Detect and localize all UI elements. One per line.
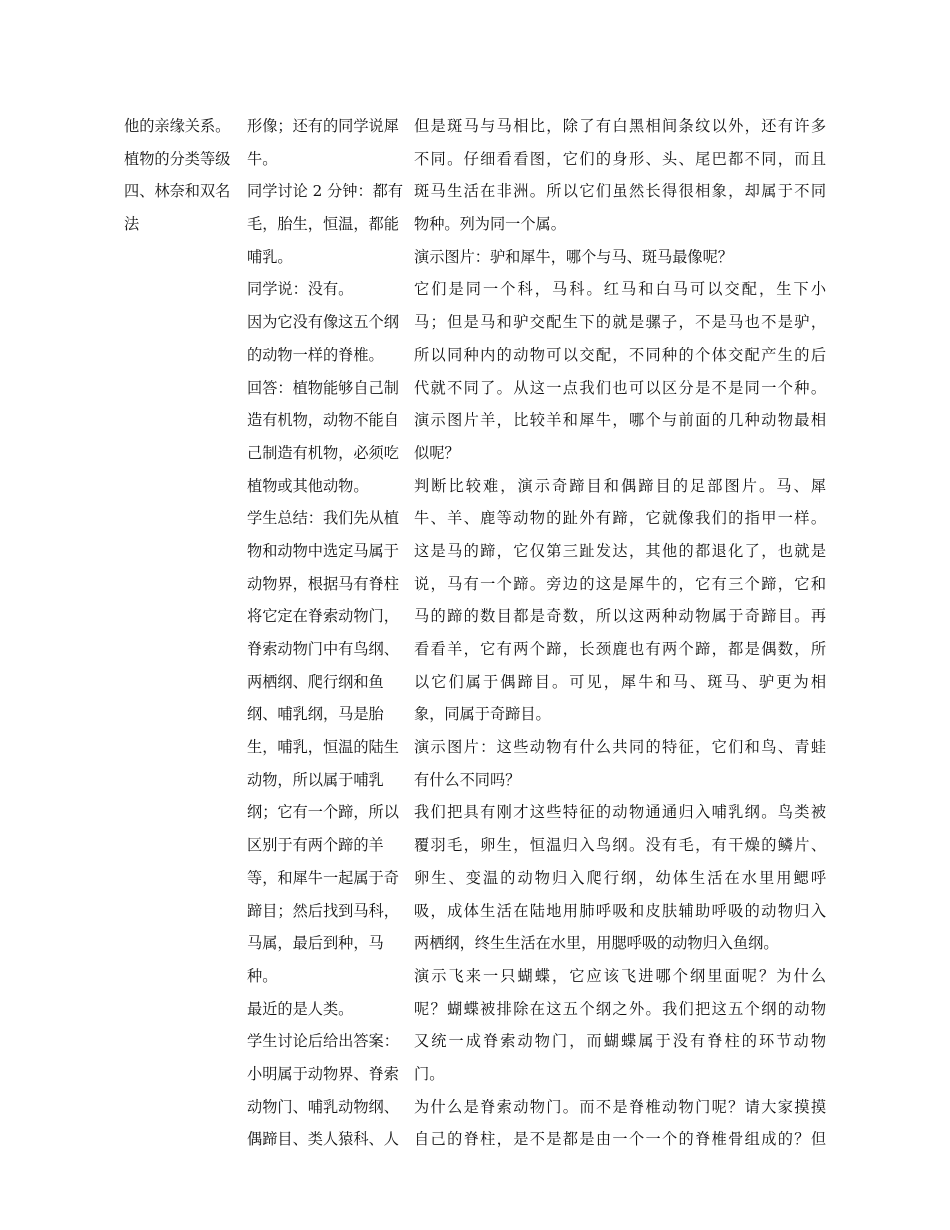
right-line: 牛、羊、鹿等动物的趾外有蹄，它就像我们的指甲一样。 xyxy=(414,509,826,528)
right-line: 象，同属于奇蹄目。 xyxy=(414,705,551,724)
right-line: 演示飞来一只蝴蝶，它应该飞进哪个纲里面呢？为什么 xyxy=(414,966,826,985)
middle-line: 脊索动物门中有鸟纲、 xyxy=(247,640,399,658)
middle-line: 动物门、哺乳动物纲、 xyxy=(247,1097,399,1116)
middle-line: 同学说：没有。 xyxy=(247,280,354,299)
middle-line: 的动物一样的脊椎。 xyxy=(247,345,384,364)
right-line: 判断比较难，演示奇蹄目和偶蹄目的足部图片。马、犀 xyxy=(414,476,826,495)
middle-line: 植物或其他动物。 xyxy=(247,476,369,495)
right-line: 演示图片：驴和犀牛，哪个与马、斑马最像呢？ xyxy=(414,247,733,266)
right-line: 自己的脊柱，是不是都是由一个一个的脊椎骨组成的？但 xyxy=(414,1130,826,1149)
right-line: 斑马生活在非洲。所以它们虽然长得很相象，却属于不同 xyxy=(414,182,826,201)
right-line: 演示图片：这些动物有什么共同的特征，它们和鸟、青蛙 xyxy=(414,738,826,757)
right-line: 说，马有一个蹄。旁边的这是犀牛的，它有三个蹄，它和 xyxy=(414,574,826,593)
right-line: 吸，成体生活在陆地用肺呼吸和皮肤辅助呼吸的动物归入 xyxy=(414,901,826,920)
middle-line: 学生讨论后给出答案： xyxy=(247,1032,399,1051)
middle-line: 造有机物，动物不能自 xyxy=(247,411,399,430)
right-line: 但是斑马与马相比，除了有白黑相间条纹以外，还有许多 xyxy=(414,117,826,135)
right-line: 我们把具有刚才这些特征的动物通通归入哺乳纲。鸟类被 xyxy=(414,803,826,822)
right-line: 这是马的蹄，它仅第三趾发达，其他的都退化了，也就是 xyxy=(414,541,826,560)
right-line: 代就不同了。从这一点我们也可以区分是不是同一个种。 xyxy=(414,378,826,397)
middle-line: 纲；它有一个蹄，所以 xyxy=(247,803,399,822)
middle-line: 己制造有机物，必须吃 xyxy=(247,443,399,462)
right-line: 物种。列为同一个属。 xyxy=(414,215,566,234)
right-line: 卵生、变温的动物归入爬行纲，幼体生活在水里用鳃呼 xyxy=(414,868,826,887)
middle-line: 物和动物中选定马属于 xyxy=(247,541,399,560)
right-line: 以它们属于偶蹄目。可见，犀牛和马、斑马、驴更为相 xyxy=(414,672,826,691)
right-line: 又统一成脊索动物门，而蝴蝶属于没有脊柱的环节动物 xyxy=(414,1032,826,1051)
right-line: 覆羽毛，卵生，恒温归入鸟纲。没有毛，有干燥的鳞片、 xyxy=(414,836,826,855)
middle-line: 将它定在脊索动物门， xyxy=(247,607,399,626)
middle-line: 蹄目；然后找到马科， xyxy=(247,901,399,920)
right-line: 两栖纲，终生生活在水里，用腮呼吸的动物归入鱼纲。 xyxy=(414,934,779,953)
middle-line: 区别于有两个蹄的羊 xyxy=(247,836,384,855)
left-line: 四、林奈和双名 xyxy=(124,182,231,201)
middle-line: 动物，所以属于哺乳 xyxy=(247,770,384,789)
middle-line: 回答：植物能够自己制 xyxy=(247,378,399,397)
right-column xyxy=(414,110,826,1156)
right-line: 演示图片羊，比较羊和犀牛，哪个与前面的几种动物最相 xyxy=(414,411,826,430)
middle-line: 小明属于动物界、脊索 xyxy=(247,1064,399,1083)
middle-line: 偶蹄目、类人猿科、人 xyxy=(247,1130,399,1149)
left-column xyxy=(124,110,240,241)
right-line: 门。 xyxy=(414,1064,445,1083)
right-line: 有什么不同吗？ xyxy=(414,770,521,789)
right-line: 似呢？ xyxy=(414,443,460,462)
left-line: 法 xyxy=(124,215,140,234)
middle-line: 毛，胎生，恒温，都能 xyxy=(247,215,399,234)
middle-line: 哺乳。 xyxy=(247,247,293,266)
middle-line: 等，和犀牛一起属于奇 xyxy=(247,868,399,887)
right-line: 马；但是马和驴交配生下的就是骡子，不是马也不是驴， xyxy=(414,313,826,332)
left-line: 他的亲缘关系。 xyxy=(124,117,231,135)
right-line: 不同。仔细看看图，它们的身形、头、尾巴都不同，而且 xyxy=(414,149,826,168)
right-line: 所以同种内的动物可以交配，不同种的个体交配产生的后 xyxy=(414,345,826,364)
right-line: 它们是同一个科，马科。红马和白马可以交配，生下小 xyxy=(414,280,826,299)
right-line: 呢？蝴蝶被排除在这五个纲之外。我们把这五个纲的动物 xyxy=(414,999,826,1018)
middle-line: 马属，最后到种，马 xyxy=(247,934,384,953)
middle-line: 纲、哺乳纲，马是胎 xyxy=(247,705,384,724)
middle-line: 牛。 xyxy=(247,149,278,168)
middle-line: 动物界，根据马有脊柱 xyxy=(247,574,399,593)
right-line: 为什么是脊索动物门。而不是脊椎动物门呢？请大家摸摸 xyxy=(414,1097,826,1116)
right-line: 看看羊，它有两个蹄，长颈鹿也有两个蹄，都是偶数，所 xyxy=(414,640,826,658)
middle-line: 形像；还有的同学说犀 xyxy=(247,117,399,135)
middle-column xyxy=(247,110,409,1156)
middle-line: 生，哺乳，恒温的陆生 xyxy=(247,738,399,757)
middle-line: 因为它没有像这五个纲 xyxy=(247,313,399,332)
left-line: 植物的分类等级 xyxy=(124,149,231,168)
middle-line: 最近的是人类。 xyxy=(247,999,354,1018)
middle-line: 学生总结：我们先从植 xyxy=(247,509,399,528)
middle-line: 同学讨论 2 分钟：都有 xyxy=(247,182,404,201)
right-line: 马的蹄的数目都是奇数，所以这两种动物属于奇蹄目。再 xyxy=(414,607,826,626)
middle-line: 两栖纲、爬行纲和鱼 xyxy=(247,672,384,691)
middle-line: 种。 xyxy=(247,966,278,985)
